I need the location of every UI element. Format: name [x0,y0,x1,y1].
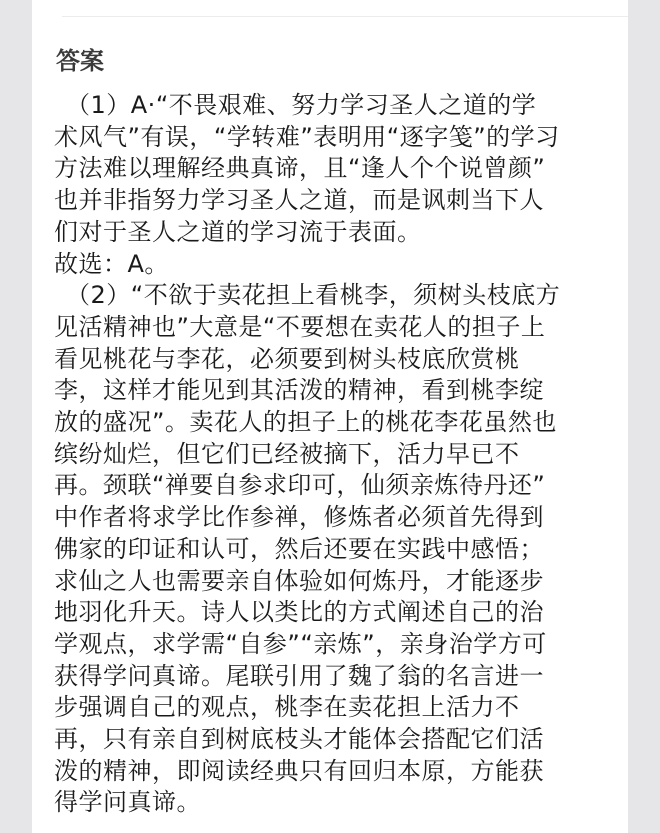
answer-line: 中作者将求学比作参禅，修炼者必须首先得到 [54,503,544,532]
divider [62,16,628,17]
answer-text [54,90,624,819]
answer-line: （1）A·“不畏艰难、努力学习圣人之道的学 [66,91,537,119]
answer-card [32,0,628,833]
answer-line: 李，这样才能见到其活泼的精神，看到桃李绽 [54,376,544,405]
answer-line: 缤纷灿烂，但它们已经被摘下，活力早已不 [54,439,520,468]
answer-line: 学观点，求学需“自参”“亲炼”，亲身治学方可 [54,629,547,658]
answer-line: 地羽化升天。诗人以类比的方式阐述自己的治 [54,598,544,627]
answer-line: （2）“不欲于卖花担上看桃李，须树头枝底方 [66,281,561,310]
answer-line: 再，只有亲自到树底枝头才能体会搭配它们活 [54,725,544,754]
answer-line: 放的盛况”。卖花人的担子上的桃花李花虽然也 [54,408,557,437]
answer-line: 术风气”有误，“学转难”表明用“逐字笺”的学习 [54,122,560,151]
answer-line: 见活精神也”大意是“不要想在卖花人的担子上 [54,312,546,341]
answer-line: 故选：A。 [54,249,169,278]
answer-line: 佛家的印证和认可，然后还要在实践中感悟； [54,534,544,563]
answer-heading: 答案 [56,47,104,75]
answer-line: 求仙之人也需要亲自体验如何炼丹，才能逐步 [54,566,544,595]
answer-line: 方法难以理解经典真谛，且“逢人个个说曾颜” [54,154,546,183]
answer-line: 们对于圣人之道的学习流于表面。 [54,217,422,246]
answer-line: 步强调自己的观点，桃李在卖花担上活力不 [54,693,520,722]
answer-line: 再。颈联“禅要自参求印可，仙须亲炼待丹还” [54,471,546,500]
answer-line: 获得学问真谛。尾联引用了魏了翁的名言进一 [54,661,544,690]
answer-line: 也并非指努力学习圣人之道，而是讽刺当下人 [54,186,544,215]
answer-line: 泼的精神，即阅读经典只有回归本原，方能获 [54,756,544,785]
answer-line: 看见桃花与李花，必须要到树头枝底欣赏桃 [54,344,520,373]
answer-line: 得学问真谛。 [54,788,201,817]
